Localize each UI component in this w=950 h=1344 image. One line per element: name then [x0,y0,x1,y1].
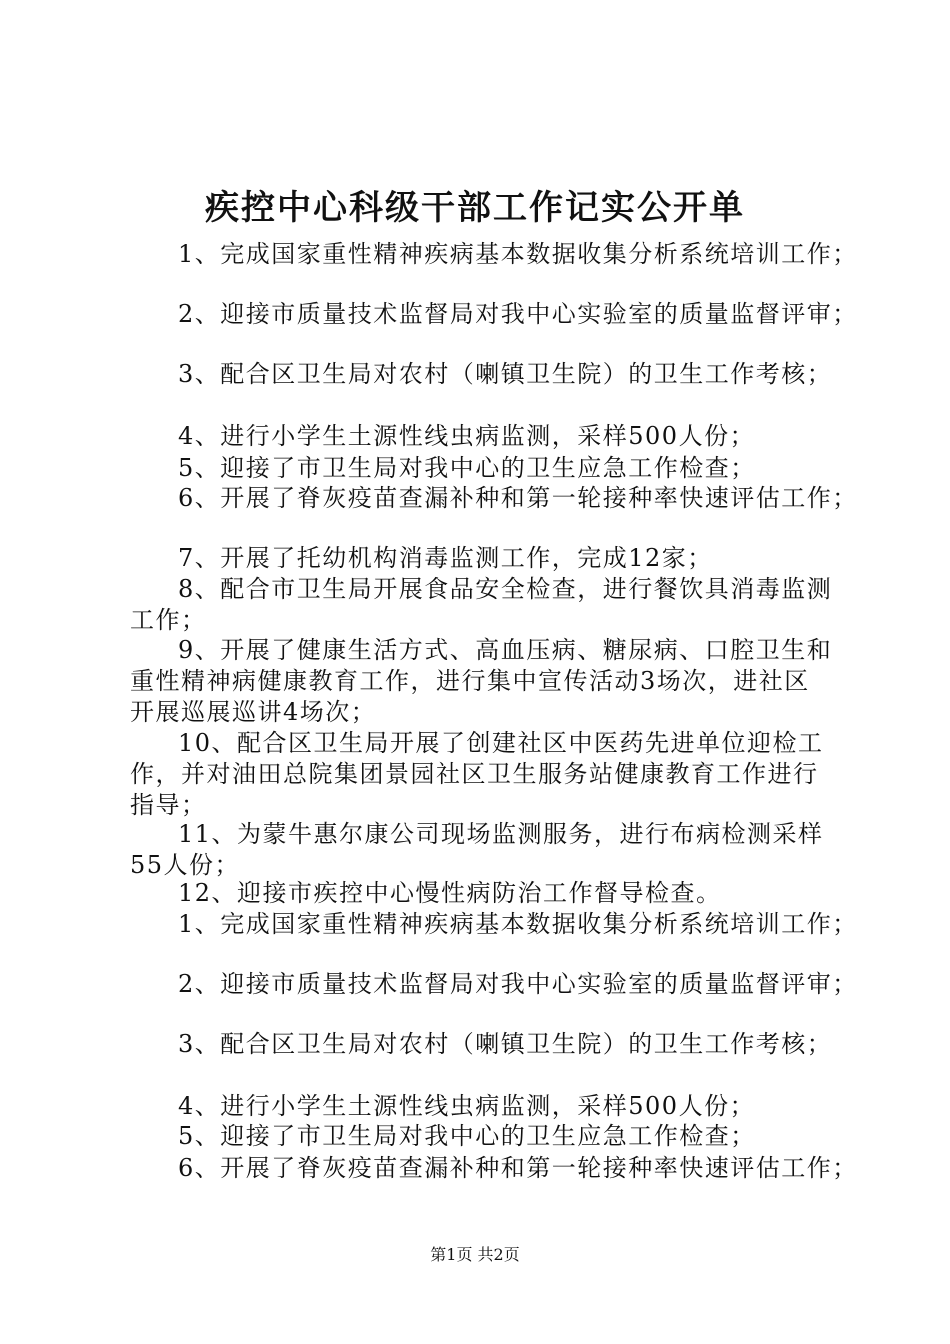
document-title: 疾控中心科级干部工作记实公开单 [205,188,745,228]
list-item: 7、开展了托幼机构消毒监测工作，完成12家； [178,544,713,572]
list-item-continuation: 作，并对油田总院集团景园社区卫生服务站健康教育工作进行 [130,760,819,788]
list-item: 4、进行小学生土源性线虫病监测，采样500人份； [178,1092,756,1120]
list-item: 6、开展了脊灰疫苗查漏补种和第一轮接种率快速评估工作； [178,484,858,512]
list-item: 5、迎接了市卫生局对我中心的卫生应急工作检查； [178,454,756,482]
list-item: 4、进行小学生土源性线虫病监测，采样500人份； [178,422,756,450]
list-item: 2、迎接市质量技术监督局对我中心实验室的质量监督评审； [178,970,858,998]
list-item: 3、配合区卫生局对农村（喇镇卫生院）的卫生工作考核； [178,1030,833,1058]
list-item: 5、迎接了市卫生局对我中心的卫生应急工作检查； [178,1122,756,1150]
list-item-continuation: 55人份； [130,851,241,879]
list-item: 12、迎接市疾控中心慢性病防治工作督导检查。 [178,879,722,907]
list-item: 2、迎接市质量技术监督局对我中心实验室的质量监督评审； [178,300,858,328]
list-item: 11、为蒙牛惠尔康公司现场监测服务，进行布病检测采样 [178,820,824,848]
page-number-footer: 第1页 共2页 [430,1245,520,1264]
list-item: 9、开展了健康生活方式、高血压病、糖尿病、口腔卫生和 [178,636,833,664]
list-item: 1、完成国家重性精神疾病基本数据收集分析系统培训工作； [178,240,858,268]
list-item: 8、配合市卫生局开展食品安全检查，进行餐饮具消毒监测 [178,575,833,603]
list-item: 3、配合区卫生局对农村（喇镇卫生院）的卫生工作考核； [178,360,833,388]
list-item-continuation: 工作； [130,606,207,634]
list-item-continuation: 重性精神病健康教育工作，进行集中宣传活动3场次，进社区 [130,667,810,695]
list-item-continuation: 指导； [130,791,207,819]
list-item: 10、配合区卫生局开展了创建社区中医药先进单位迎检工 [178,729,824,757]
list-item: 1、完成国家重性精神疾病基本数据收集分析系统培训工作； [178,910,858,938]
list-item: 6、开展了脊灰疫苗查漏补种和第一轮接种率快速评估工作； [178,1154,858,1182]
list-item-continuation: 开展巡展巡讲4场次； [130,698,377,726]
